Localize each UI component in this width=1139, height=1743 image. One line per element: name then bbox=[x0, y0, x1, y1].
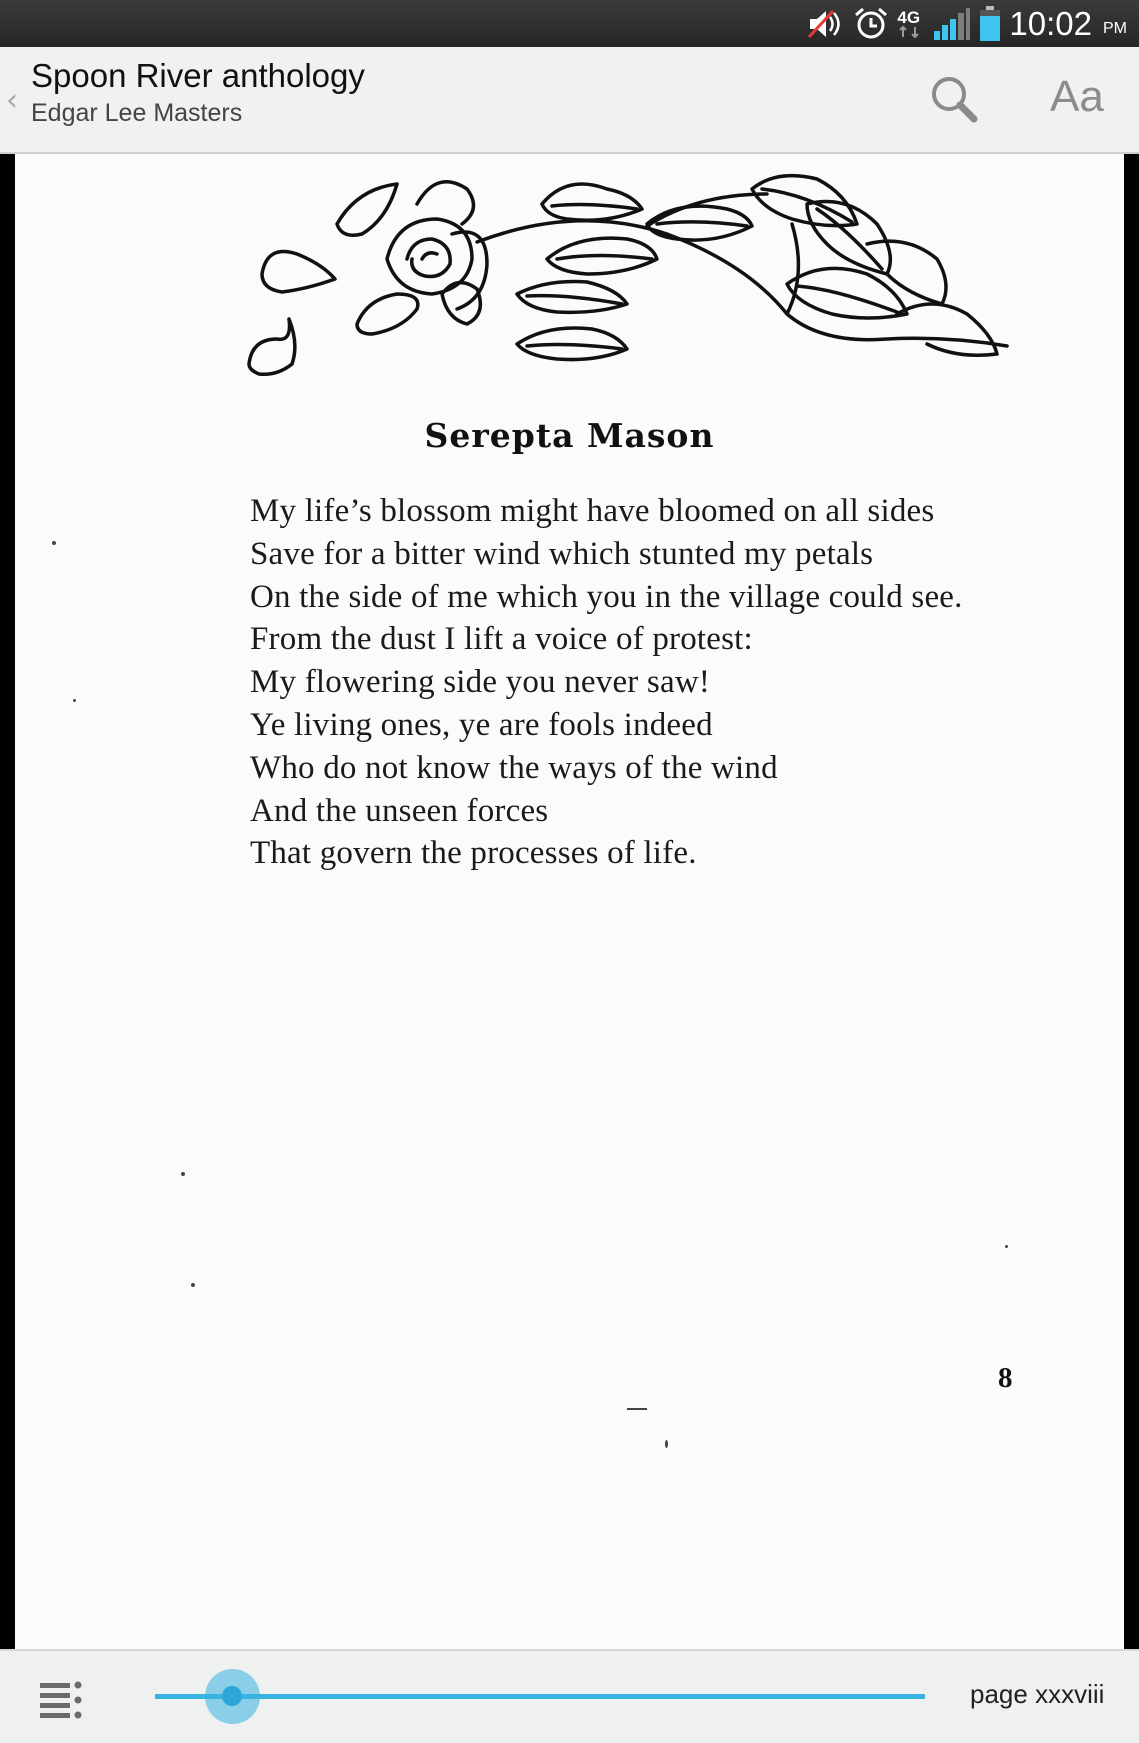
page-slider-thumb[interactable] bbox=[222, 1686, 242, 1706]
font-settings-button[interactable]: Aa bbox=[1050, 72, 1104, 121]
poem-line: That govern the processes of life. bbox=[250, 835, 697, 872]
poem-title: Serepta Mason bbox=[424, 416, 715, 455]
poem-line: Save for a bitter wind which stunted my petals bbox=[250, 535, 874, 572]
printed-page-number: 8 bbox=[998, 1362, 1013, 1394]
poem-line: From the dust I lift a voice of protest: bbox=[250, 621, 753, 658]
current-page-label: page xxxviii bbox=[970, 1679, 1105, 1709]
poem-line: Ye living ones, ye are fools indeed bbox=[250, 706, 713, 743]
clock-time: 10:02 bbox=[1009, 4, 1092, 42]
status-bar bbox=[0, 0, 1139, 47]
rose-ornament-illustration bbox=[247, 164, 1033, 394]
scan-speck bbox=[181, 1172, 185, 1176]
alarm-icon bbox=[853, 7, 889, 41]
battery-icon bbox=[979, 6, 1001, 42]
signal-icon bbox=[933, 7, 971, 41]
bottom-navigation-bar bbox=[0, 1649, 1139, 1743]
book-author: Edgar Lee Masters bbox=[31, 99, 243, 127]
scan-speck bbox=[1005, 1245, 1008, 1248]
poem-line: My flowering side you never saw! bbox=[250, 664, 711, 701]
table-of-contents-button[interactable] bbox=[38, 1679, 86, 1721]
scan-speck bbox=[191, 1283, 195, 1287]
poem-line: My life’s blossom might have bloomed on all sides bbox=[250, 493, 935, 529]
back-chevron-icon[interactable]: ‹ bbox=[6, 83, 18, 118]
poem-text bbox=[250, 490, 963, 875]
toc-list-icon bbox=[38, 1679, 86, 1721]
poem-line: On the side of me which you in the village could see. bbox=[250, 578, 963, 615]
book-title[interactable]: Spoon River anthology bbox=[31, 57, 365, 94]
page-slider-track[interactable] bbox=[155, 1694, 925, 1699]
poem-line: Who do not know the ways of the wind bbox=[250, 749, 778, 786]
search-button[interactable] bbox=[928, 73, 982, 127]
scan-speck bbox=[73, 699, 76, 702]
scan-speck bbox=[665, 1440, 668, 1448]
mute-icon bbox=[807, 8, 845, 40]
app-header bbox=[0, 47, 1139, 154]
book-page[interactable] bbox=[15, 154, 1124, 1649]
clock-ampm: PM bbox=[1103, 20, 1127, 37]
poem-line: And the unseen forces bbox=[250, 792, 549, 829]
network-type: 4G bbox=[897, 10, 925, 38]
search-icon bbox=[928, 73, 982, 127]
status-icons bbox=[807, 0, 1127, 47]
scan-speck bbox=[52, 541, 56, 545]
scan-speck bbox=[627, 1408, 647, 1410]
